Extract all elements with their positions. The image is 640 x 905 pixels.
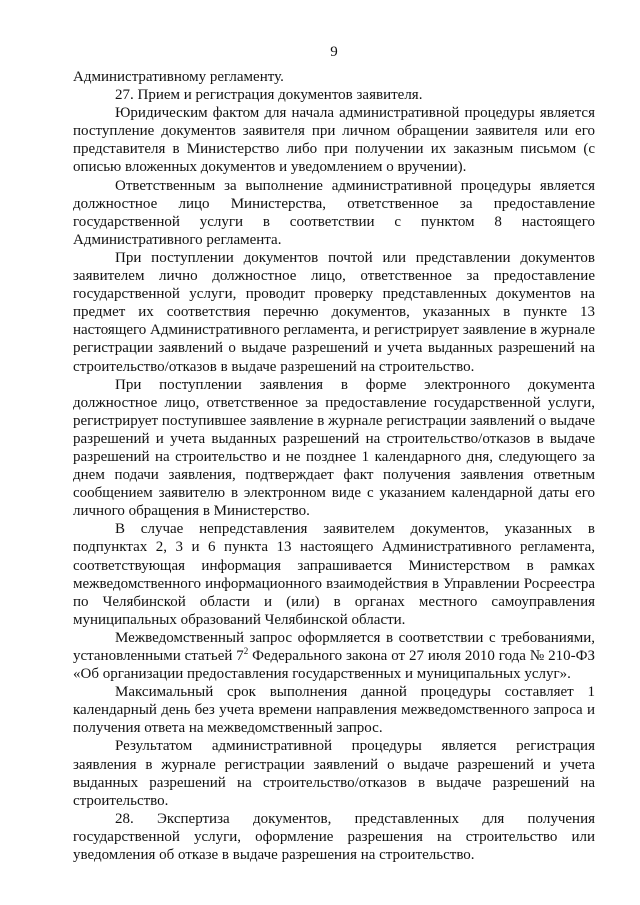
article-superscript: 2 bbox=[243, 646, 249, 656]
paragraph-document-receipt: При поступлении документов почтой или представлении документов заявителем лично должностное лицо, ответственное за предоставление государственной услуги, проводит проверку представленных документов на предмет их соответствия перечню документов, указанных в пункте 13 настоящего Административного регламента, и регистрирует заявление в журнале регистрации заявлений о выдаче разрешений и учета выданных разрешений на строительство/отказов в выдаче разрешений на строительство. bbox=[73, 249, 595, 375]
paragraph-request-format bbox=[73, 629, 595, 683]
paragraph-continuation: Административному регламенту. bbox=[73, 69, 284, 85]
section-27-heading: 27. Прием и регистрация документов заявителя. bbox=[115, 87, 423, 104]
page-number: 9 bbox=[330, 44, 338, 60]
section-28-heading: 28. Экспертиза документов, представленных для получения государственной услуги, оформление разрешения на строительство или уведомления об отказе в выдаче разрешения на строительство. bbox=[73, 810, 595, 864]
paragraph-result: Результатом административной процедуры является регистрация заявления в журнале регистрации заявлений о выдаче разрешений и учета выданных разрешений на строительство/отказов в выдаче разрешений на строительство. bbox=[73, 738, 595, 809]
paragraph-responsible-official: Ответственным за выполнение административной процедуры является должностное лицо Министерства, ответственное за предоставление государственной услуги в соответствии с пунктом 8 настоящего Административного регламента. bbox=[73, 177, 595, 248]
paragraph-legal-basis: Юридическим фактом для начала административной процедуры является поступление документов заявителя при личном обращении заявителя или его представителя в Министерство либо при получении их заказным письмом (с описью вложенных документов и уведомлением о вручении). bbox=[73, 105, 595, 176]
paragraph-max-duration: Максимальный срок выполнения данной процедуры составляет 1 календарный день без учета времени направления межведомственного запроса и получения ответа на межведомственный запрос. bbox=[73, 684, 595, 737]
paragraph-request-format-text: Межведомственный запрос оформляется в соответствии с требованиями, установленными статьей 7 bbox=[73, 629, 595, 664]
paragraph-electronic-receipt: При поступлении заявления в форме электронного документа должностное лицо, ответственное за предоставление государственной услуги, регистрирует поступившее заявление в журнале регистрации заявлений о выдаче разрешений и учета выданных разрешений на строительство/отказов в выдаче разрешений на строительство и не позднее 1 календарного дня, следующего за днем подачи заявления, подтверждает факт получения заявления ответным сообщением заявителю в электронном виде с указанием календарной даты его личного обращения в Министерство. bbox=[73, 376, 595, 520]
paragraph-request-format-text-rest: Федерального закона от 27 июля 2010 года № 210-ФЗ «Об организации предоставления государственных и муниципальных услуг». bbox=[73, 648, 595, 683]
paragraph-interagency-request: В случае непредставления заявителем документов, указанных в подпунктах 2, 3 и 6 пункта 13 настоящего Административного регламента, соответствующая информация запрашивается Министерством в рамках межведомственного информационного взаимодействия в Управлении Росреестра по Челябинской области и (или) в органах местного самоуправления муниципальных образований Челябинской области. bbox=[73, 521, 595, 628]
